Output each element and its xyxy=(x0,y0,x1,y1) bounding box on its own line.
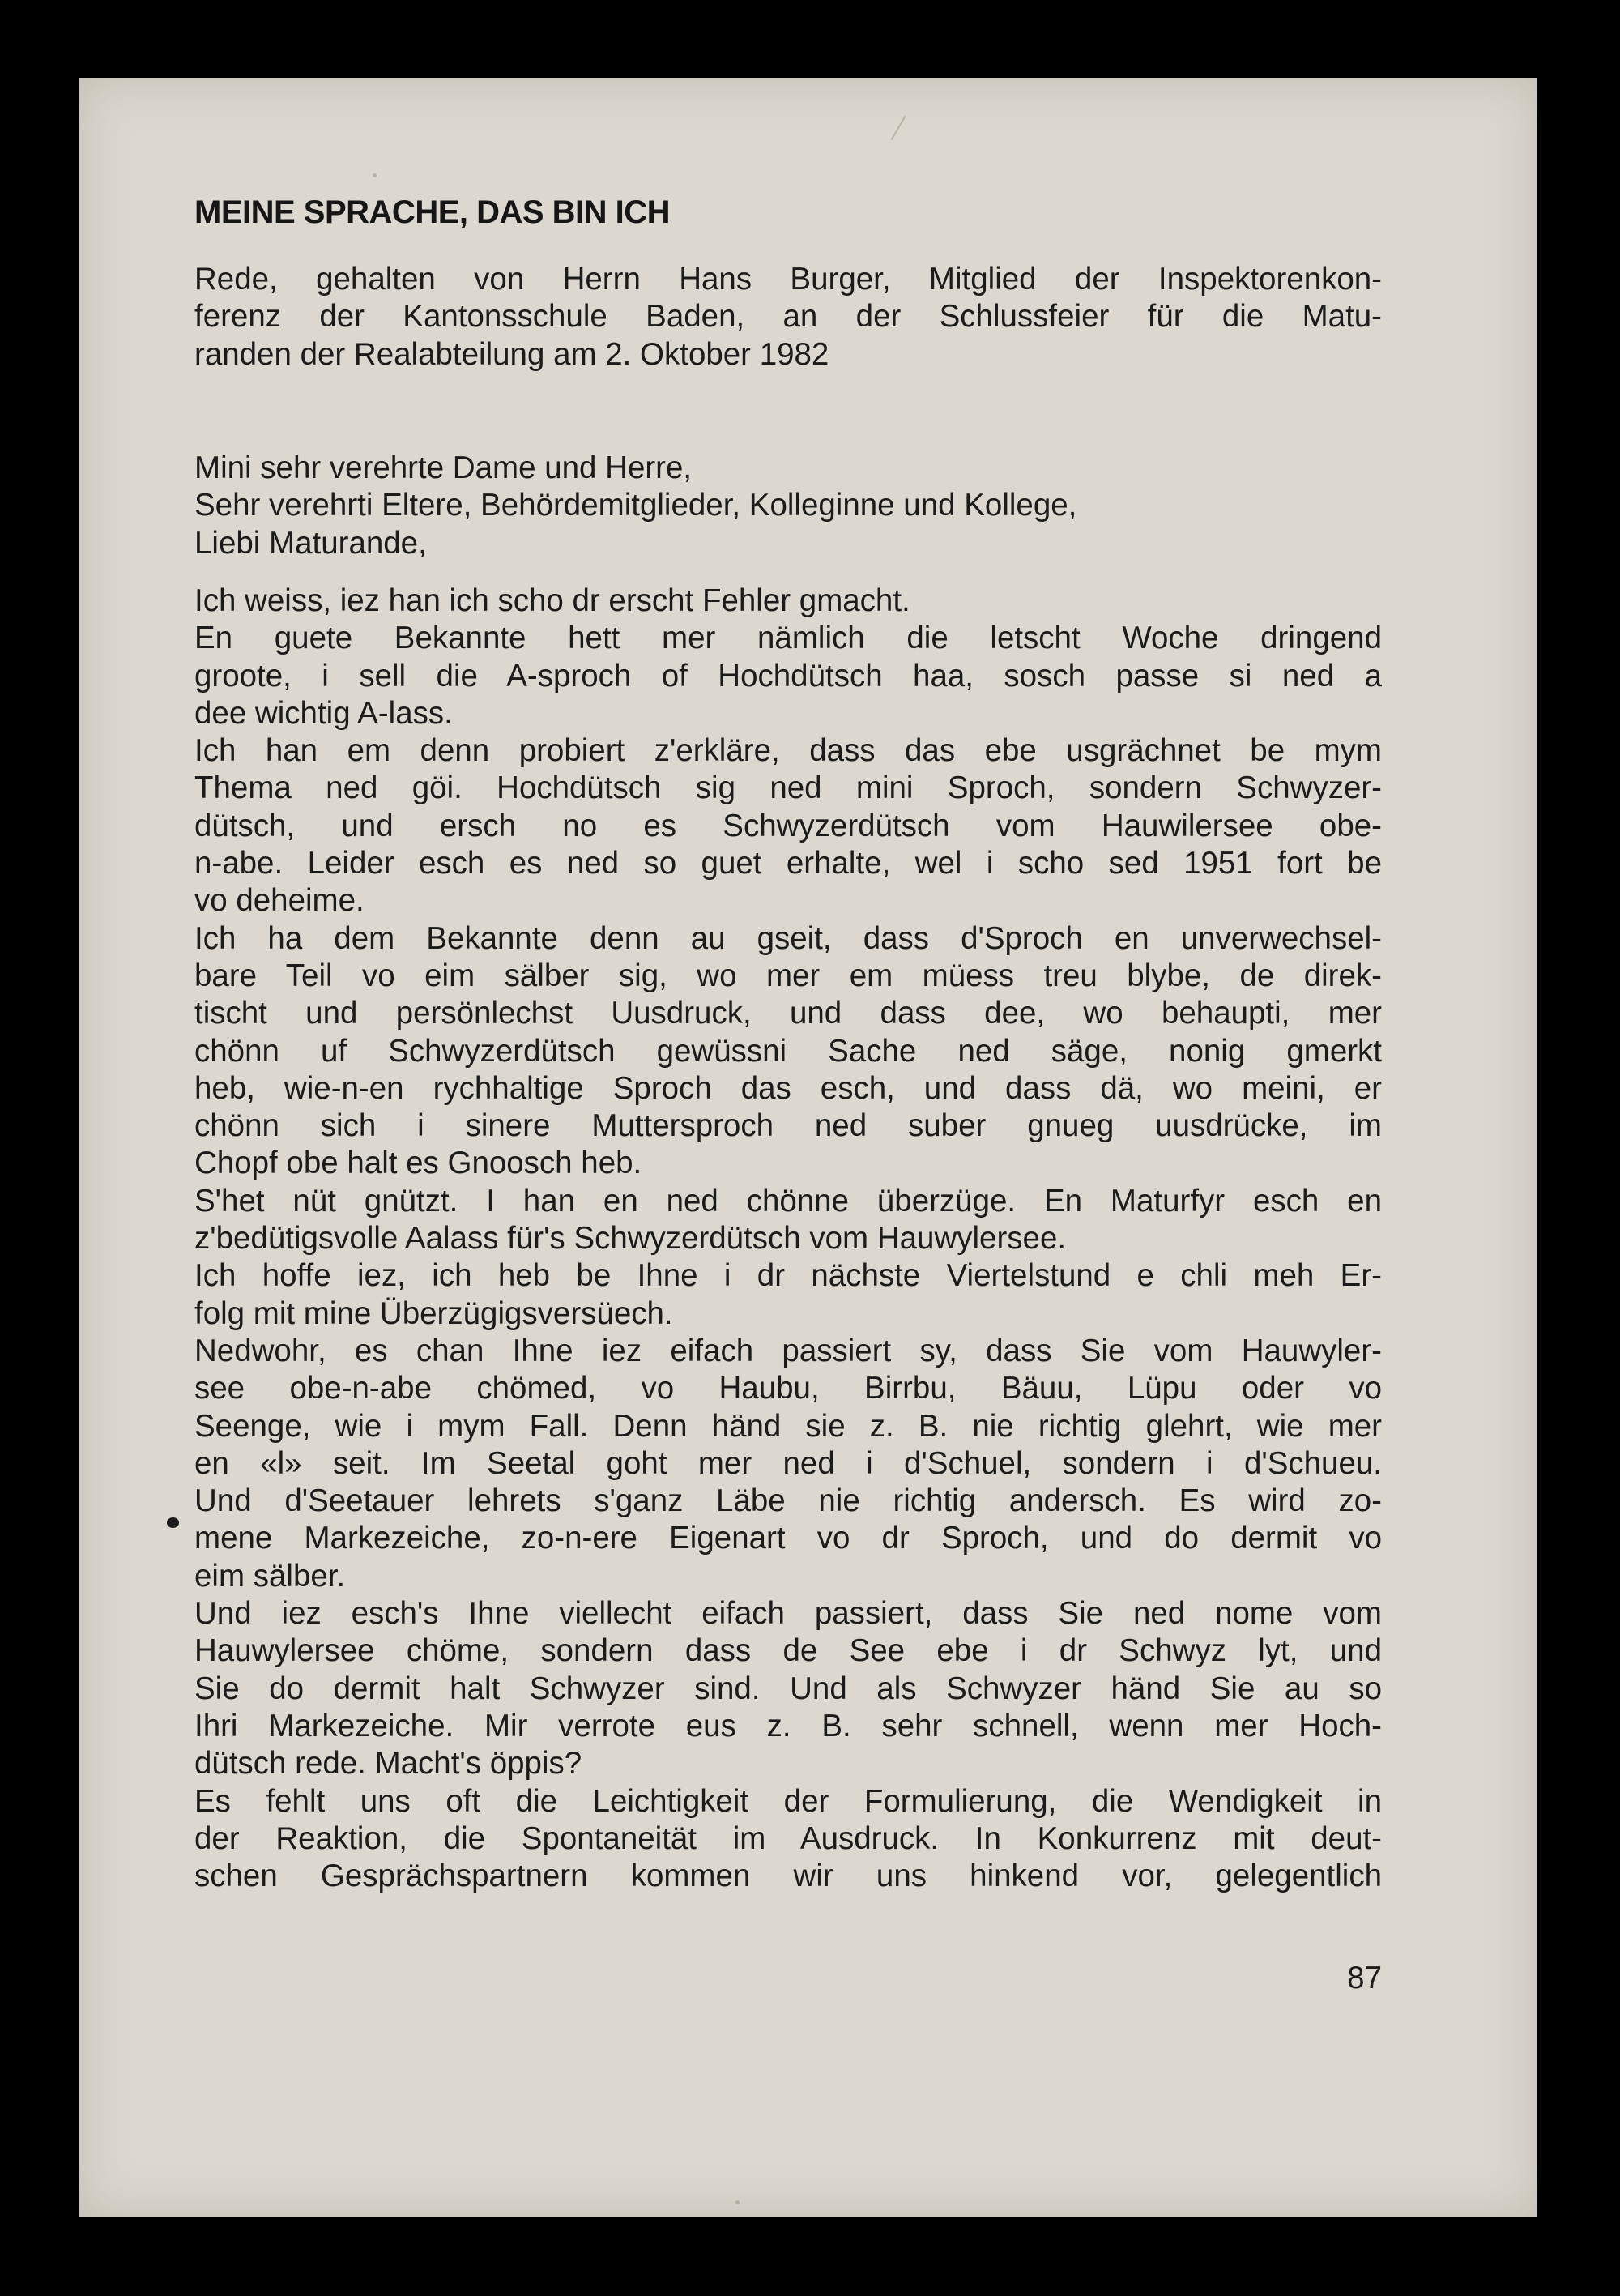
body-line: tischt und persönlechst Uusdruck, und dass dee, wo behaupti, mer xyxy=(194,996,1382,1031)
body-line: groote, i sell die A-sproch of Hochdütsch haa, sosch passe si ned a xyxy=(194,658,1382,693)
body-line: see obe-n-abe chömed, vo Haubu, Birrbu, Bäuu, Lüpu oder vo xyxy=(194,1371,1382,1406)
body-line: Nedwohr, es chan Ihne iez eifach passiert sy, dass Sie vom Hauwyler- xyxy=(194,1333,1382,1368)
page-number: 87 xyxy=(1347,1961,1382,1995)
body-line: z'bedütigsvolle Aalass für's Schwyzerdütsch vom Hauwylersee. xyxy=(194,1221,1067,1257)
subtitle-line: Rede, gehalten von Herrn Hans Burger, Mitglied der Inspektorenkon- xyxy=(194,262,1382,297)
body-line: Es fehlt uns oft die Leichtigkeit der Formulierung, die Wendigkeit in xyxy=(194,1783,1382,1819)
paper-speck xyxy=(373,173,377,177)
margin-bullet-mark xyxy=(167,1517,179,1528)
speech-greeting xyxy=(194,450,1382,562)
greeting-line: Liebi Maturande, xyxy=(194,525,427,561)
body-line: S'het nüt gnützt. I han en ned chönne überzüge. En Maturfyr esch en xyxy=(194,1183,1382,1218)
body-line: folg mit mine Überzügigsversüech. xyxy=(194,1295,673,1331)
body-line: chönn sich i sinere Muttersproch ned suber gnueg uusdrücke, im xyxy=(194,1108,1382,1144)
body-line: dütsch rede. Macht's öppis? xyxy=(194,1746,582,1782)
body-line: Ich ha dem Bekannte denn au gseit, dass d'Sproch en unverwechsel- xyxy=(194,920,1382,956)
body-line: Seenge, wie i mym Fall. Denn händ sie z. B. nie richtig glehrt, wie mer xyxy=(194,1408,1382,1444)
body-line: En guete Bekannte hett mer nämlich die letscht Woche dringend xyxy=(194,621,1382,656)
paper-speck xyxy=(891,116,906,140)
subtitle-line: ferenz der Kantonsschule Baden, an der Schlussfeier für die Matu- xyxy=(194,299,1382,335)
greeting-line: Mini sehr verehrte Dame und Herre, xyxy=(194,450,693,485)
body-line: Ich weiss, iez han ich scho dr erscht Fehler gmacht. xyxy=(194,583,910,618)
body-line: Ich hoffe iez, ich heb be Ihne i dr nächste Viertelstund e chli meh Er- xyxy=(194,1258,1382,1294)
speech-body xyxy=(194,583,1382,1895)
subtitle-line: randen der Realabteilung am 2. Oktober 1982 xyxy=(194,336,829,372)
body-line: Thema ned göi. Hochdütsch sig ned mini Sproch, sondern Schwyzer- xyxy=(194,770,1382,806)
body-line: vo deheime. xyxy=(194,883,364,919)
body-line: Ihri Markezeiche. Mir verrote eus z. B. sehr schnell, wenn mer Hoch- xyxy=(194,1708,1382,1743)
body-line: bare Teil vo eim sälber sig, wo mer em müess treu blybe, de direk- xyxy=(194,958,1382,993)
body-line: Sie do dermit halt Schwyzer sind. Und als Schwyzer händ Sie au so xyxy=(194,1671,1382,1706)
body-line: en «l» seit. Im Seetal goht mer ned i d'Schuel, sondern i d'Schueu. xyxy=(194,1445,1382,1481)
body-line: Chopf obe halt es Gnoosch heb. xyxy=(194,1146,642,1181)
body-line: Und d'Seetauer lehrets s'ganz Läbe nie richtig andersch. Es wird zo- xyxy=(194,1483,1382,1519)
body-line: schen Gesprächspartnern kommen wir uns hinkend vor, gelegentlich xyxy=(194,1859,1382,1894)
document-title: MEINE SPRACHE, DAS BIN ICH xyxy=(194,194,671,230)
body-line: eim sälber. xyxy=(194,1558,346,1594)
speech-subtitle xyxy=(194,261,1382,373)
greeting-line: Sehr verehrti Eltere, Behördemitglieder, Kolleginne und Kollege, xyxy=(194,488,1077,523)
body-line: dee wichtig A-lass. xyxy=(194,695,453,731)
paper-speck xyxy=(735,2200,740,2204)
body-line: Und iez esch's Ihne viellecht eifach passiert, dass Sie ned nome vom xyxy=(194,1596,1382,1632)
body-line: Hauwylersee chöme, sondern dass de See ebe i dr Schwyz lyt, und xyxy=(194,1633,1382,1669)
body-line: mene Markezeiche, zo-n-ere Eigenart vo dr Sproch, und do dermit vo xyxy=(194,1521,1382,1556)
body-line: heb, wie-n-en rychhaltige Sproch das esch, und dass dä, wo meini, er xyxy=(194,1070,1382,1106)
body-line: der Reaktion, die Spontaneität im Ausdruck. In Konkurrenz mit deut- xyxy=(194,1820,1382,1856)
body-line: Ich han em denn probiert z'erkläre, dass das ebe usgrächnet be mym xyxy=(194,733,1382,769)
body-line: dütsch, und ersch no es Schwyzerdütsch vom Hauwilersee obe- xyxy=(194,808,1382,843)
body-line: chönn uf Schwyzerdütsch gewüssni Sache ned säge, nonig gmerkt xyxy=(194,1033,1382,1069)
body-line: n-abe. Leider esch es ned so guet erhalte, wel i scho sed 1951 fort be xyxy=(194,846,1382,881)
